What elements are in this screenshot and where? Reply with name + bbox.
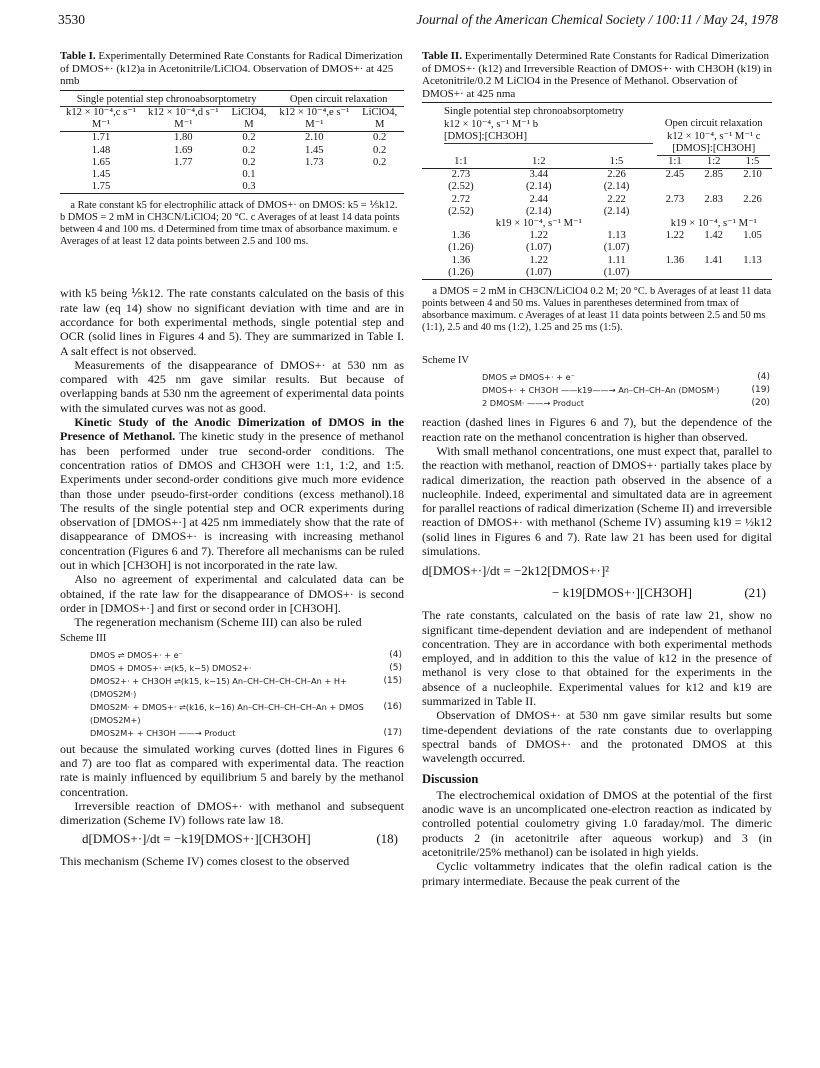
table2-caption-text: Experimentally Determined Rate Constants for Radical Dimerization of DMOS+· (k12) and Irreversible Reaction of DMOS+· with CH3OH (k19) in Acetonitrile/0.2 M LiClO4 in the Presence of Methanol. Observation of DMOS+· at 425 nma [422, 50, 772, 100]
table2-k19-label: k19 × 10⁻⁴, s⁻¹ M⁻¹ [670, 218, 757, 229]
table-row [422, 206, 772, 218]
scheme-equation-text: DMOS + DMOS+· ⇌(k5, k−5) DMOS2+· [90, 662, 252, 673]
section-heading-discussion: Discussion [422, 771, 479, 786]
table-row [422, 169, 772, 182]
table-cell: (2.14) [603, 205, 630, 217]
scheme-equation [90, 700, 404, 713]
table-cell: 2.44 [529, 193, 549, 205]
journal-title: Journal of the American Chemical Society / 100:11 / May 24, 1978 [416, 12, 778, 27]
table1-col-header: LiClO4, M [362, 106, 398, 131]
table1-caption-text: Experimentally Determined Rate Constants for Radical Dimerization of DMOS+· (k12)a in Acetonitrile/LiClO4. Observation of DMOS+· at 425 nmb [60, 50, 403, 88]
table-cell [694, 242, 733, 254]
equation-21-number: (21) [744, 585, 766, 601]
table2-footnote: a DMOS = 2 mM in CH3CN/LiClO4 0.2 M; 20 °C. b Averages of at least 11 data points between 4 and 50 ms. Values in parentheses determined from tmax of absorbance maximum. c Averages of at least 11 data points between 2.5 and 50 ms (1:1), 2.5 and 40 ms (1:2), 1.25 and 25 ms (1:5). [422, 286, 772, 334]
table-cell: (2.52) [448, 205, 474, 217]
table-cell: 1.48 [91, 144, 111, 156]
scheme-equation [482, 383, 772, 396]
table2-group-ratio: [DMOS]:[CH3OH] [657, 143, 770, 156]
table-cell: 2.10 [743, 169, 762, 181]
table1-col-header: k12 × 10⁻⁴,d s⁻¹ M⁻¹ [148, 106, 219, 131]
table-cell: 1.71 [91, 132, 111, 144]
table-cell: (2.14) [525, 181, 552, 193]
scheme-equation [90, 687, 404, 700]
table-cell: 0.2 [242, 144, 256, 156]
table-cell: 3.44 [529, 169, 549, 181]
table-cell: 0.2 [242, 156, 256, 168]
body-paragraph: with k5 being ⅕k12. The rate constants calculated on the basis of this rate law (eq 14) show no significant deviation with time and are in accordance for both experimental methods, single potential step and OCR (solid lines in Figures 4 and 5). They are summarized in Table I. A salt effect is not observed. [60, 286, 404, 358]
table2-group-k: k12 × 10⁻⁴, s⁻¹ M⁻¹ c [667, 130, 761, 142]
scheme-equation [90, 648, 404, 661]
table-cell [273, 169, 355, 181]
table-cell: (1.07) [603, 242, 630, 254]
scheme-equation-number: (19) [751, 385, 770, 396]
table-row [422, 242, 772, 254]
table-row [60, 181, 404, 194]
scheme-equation-number: (4) [389, 649, 402, 660]
table2-caption-label: Table II. [422, 50, 462, 62]
body-paragraph: The rate constants, calculated on the basis of rate law 21, show no significant time-dependent deviation and are independent of methanol concentration. They are in accordance with both experimental methods employed, and in addition to this the value of k12 in the presence of methanol is very close to that obtained for the experiments in the absence of a nucleophile. Experimental values for k12 and k19 are summarized in Table II. [422, 608, 772, 709]
table2-body [422, 169, 772, 280]
table-cell: 1.65 [91, 156, 111, 168]
table1-caption [60, 50, 404, 88]
table2 [422, 102, 772, 280]
table2-ratio-header: 1:1 [454, 155, 468, 167]
table-row [422, 267, 772, 280]
table-row [60, 169, 404, 181]
table-cell [655, 206, 694, 218]
table-cell: 1.42 [704, 230, 723, 242]
table-cell [655, 242, 694, 254]
table2-group-header-sps [422, 103, 655, 156]
table-cell: 1.36 [451, 254, 471, 266]
table-cell: 2.22 [607, 193, 626, 205]
table-cell: 2.83 [704, 193, 723, 205]
table-cell: 2.72 [451, 193, 471, 205]
table-cell [733, 267, 772, 280]
scheme-equation [90, 674, 404, 687]
scheme-equation [90, 661, 404, 674]
scheme-equation-text: DMOS ⇌ DMOS+· + e⁻ [90, 649, 183, 660]
scheme-equation-text: DMOS+· + CH3OH ——k19——→ An–CH–CH–An (DMOSM·) [482, 385, 720, 396]
table2-group-header-ocr [655, 103, 772, 156]
scheme-equation-number: (4) [757, 372, 770, 383]
scheme-equation [482, 396, 772, 409]
table-cell: 1.36 [665, 254, 685, 266]
table1-body [60, 132, 404, 194]
equation-18 [60, 832, 404, 850]
table-cell: 1.22 [529, 230, 549, 242]
scheme3 [60, 648, 404, 739]
table-cell: 1.11 [607, 254, 626, 266]
table-cell: (2.14) [525, 205, 552, 217]
body-paragraph: reaction (dashed lines in Figures 6 and 7), but the dependence of the reaction rate on the methanol concentration is higher than observed. [422, 415, 772, 444]
equation-21-line-2 [422, 586, 772, 604]
table-cell [142, 181, 225, 194]
body-paragraph: Cyclic voltammetry indicates that the olefin radical cation is the primary intermediate. Because the peak current of the [422, 859, 772, 888]
scheme-equation-text: DMOS2M+ + CH3OH ——→ Product [90, 727, 236, 738]
table-cell [733, 206, 772, 218]
table-cell: 2.10 [305, 132, 324, 144]
table2-group-ratio: [DMOS]:[CH3OH] [444, 131, 653, 144]
table1-group-header-ocr: Open circuit relaxation [273, 90, 404, 106]
table-cell [733, 242, 772, 254]
table-cell: 2.73 [451, 169, 471, 181]
table-cell [273, 181, 355, 194]
equation-18-body: d[DMOS+·]/dt = −k19[DMOS+·][CH3OH] [82, 830, 311, 846]
scheme-equation-number: (15) [383, 675, 402, 686]
table-cell: (1.26) [448, 266, 474, 278]
table-cell [694, 267, 733, 280]
scheme-equation-number: (17) [383, 727, 402, 738]
scheme4-title: Scheme IV [422, 355, 469, 367]
left-column [60, 50, 404, 868]
equation-21-line-1 [422, 564, 772, 582]
equation-21-body-cont: − k19[DMOS+·][CH3OH] [552, 585, 692, 601]
table-cell: 0.2 [373, 144, 387, 156]
body-paragraph: The regeneration mechanism (Scheme III) can also be ruled [74, 615, 362, 630]
table-row [60, 132, 404, 145]
body-paragraph: With small methanol concentrations, one must expect that, parallel to the reaction with methanol, reaction of DMOS+· partially takes place by radical dimerization, the reaction path observed in the absence of a nucleophile. Indeed, experimental and simultated data are in agreement for parallel reactions of radical dimerization (Scheme II) and irreversible reaction of DMOS+· with methanol (Scheme IV) assuming k19 = ½k12 (solid lines in Figures 6 and 7). Rate law 21 has been used for digital simulations. [422, 443, 772, 558]
table-cell: 1.13 [607, 230, 626, 242]
table1 [60, 90, 404, 195]
table1-col-header: k12 × 10⁻⁴,c s⁻¹ M⁻¹ [66, 106, 136, 131]
table-cell [694, 181, 733, 193]
table2-ratio-header: 1:5 [609, 155, 624, 167]
table2-group-k: k12 × 10⁻⁴, s⁻¹ M⁻¹ b [444, 118, 539, 130]
table1-col-header: LiClO4, M [231, 106, 267, 131]
table-cell [733, 181, 772, 193]
table-row [422, 255, 772, 267]
table-cell: 1.36 [451, 230, 471, 242]
table-cell: 1.22 [529, 254, 549, 266]
table2-k19-label: k19 × 10⁻⁴, s⁻¹ M⁻¹ [495, 218, 582, 229]
table-row [60, 145, 404, 157]
body-paragraph: out because the simulated working curves (dotted lines in Figures 6 and 7) are too flat as compared with experimental data. The reaction rate is mainly influenced by equilibrium 5 and barely by the methanol concentration. [60, 741, 404, 799]
table-cell: (1.07) [603, 266, 630, 278]
table-cell: 1.05 [743, 230, 762, 242]
table-cell: 1.77 [174, 156, 193, 168]
body-paragraph [60, 415, 404, 572]
table-cell: 0.3 [242, 181, 256, 193]
table-cell: 1.45 [91, 169, 111, 180]
body-paragraph: This mechanism (Scheme IV) comes closest to the observed [60, 853, 350, 868]
scheme3-title: Scheme III [60, 632, 107, 644]
table-cell: 2.26 [743, 193, 762, 205]
table-row [422, 218, 772, 230]
table-row [422, 230, 772, 242]
table-cell: 1.80 [174, 132, 193, 144]
table-cell [355, 169, 404, 181]
table-cell: 2.45 [665, 169, 685, 181]
scheme-equation [90, 713, 404, 726]
page-number: 3530 [58, 12, 85, 27]
scheme-equation-text: DMOS2+· + CH3OH ⇌(k15, k−15) An–CH–CH–CH–CH–An + H+ [90, 675, 347, 686]
table1-col-header: k12 × 10⁻⁴,e s⁻¹ M⁻¹ [279, 106, 350, 131]
table2-ratio-header: 1:1 [668, 155, 682, 167]
body-paragraph: Observation of DMOS+· at 530 nm gave similar results but some time-dependent deviations of the rate constants due to overlapping spectral bands of DMOS+· and the protonated DMOS at this wavelength occurred. [422, 708, 772, 766]
scheme-equation [90, 726, 404, 739]
body-paragraph: Also no agreement of experimental and calculated data can be obtained, if the rate law for the disappearance of DMOS+· is second order in [DMOS+·] and first or second order in [CH3OH]. [60, 572, 404, 615]
scheme-equation-text: 2 DMOSM· ——→ Product [482, 398, 585, 409]
table-cell: (2.52) [448, 181, 474, 193]
scheme-equation-text: (DMOS2M·) [90, 688, 137, 699]
table-cell: 1.69 [174, 144, 193, 156]
body-paragraph: Measurements of the disappearance of DMOS+· at 530 nm as compared with 425 nm gave similar results. But because of overlapping bands at 530 nm the agreement of experimental data points with the simulated curves was not as good. [60, 357, 404, 415]
equation-18-number: (18) [376, 830, 398, 846]
table-cell: (2.14) [603, 181, 630, 193]
table-cell [694, 206, 733, 218]
table-cell: 1.41 [704, 254, 723, 266]
table-cell [355, 181, 404, 194]
scheme-equation-number: (20) [751, 398, 770, 409]
table-cell: 1.73 [305, 156, 324, 168]
table1-caption-label: Table I. [60, 50, 96, 62]
table-row [422, 194, 772, 206]
table-row [60, 157, 404, 169]
scheme-equation-text: DMOS2M· + DMOS+· ⇌(k16, k−16) An–CH–CH–CH–CH–An + DMOS [90, 701, 364, 712]
table-cell: 2.26 [607, 169, 626, 181]
table-cell: 1.75 [91, 181, 111, 193]
table-cell [655, 181, 694, 193]
paragraph-text: The kinetic study in the presence of methanol has been performed under true second-order conditions. The concentration ratios of DMOS and CH3OH were 1:1, 1:2, and 1:5. Experiments under second-order conditions give much more evidence than those under pseudo-first-order conditions (excess methanol).18 The results of the single potential step and OCR experiments during observation of [DMOS+·] at 425 nm immediately show that the rate of disappearance of DMOS+· is increasing with increasing methanol concentration (Figures 6 and 7). Therefore all mechanisms can be ruled out in which [CH3OH] is not incorporated in the rate law. [60, 429, 404, 573]
right-column [422, 50, 772, 888]
scheme4 [422, 370, 772, 409]
table-cell: 0.1 [242, 169, 256, 180]
table-cell: 0.2 [373, 156, 387, 168]
scheme-equation-number: (5) [389, 662, 402, 673]
section-run-in-head: Kinetic Study of the Anodic Dimerization of DMOS in the Presence of Methanol. [60, 415, 404, 444]
table-cell [142, 169, 225, 181]
scheme-equation-text: DMOS ⇌ DMOS+· + e⁻ [482, 372, 575, 383]
table2-ratio-header: 1:2 [706, 155, 721, 167]
equation-21-body: d[DMOS+·]/dt = −2k12[DMOS+·]² [422, 563, 610, 579]
body-paragraph: Irreversible reaction of DMOS+· with methanol and subsequent dimerization (Scheme IV) follows rate law 18. [60, 799, 404, 828]
scheme-equation [482, 370, 772, 383]
table-cell: (1.07) [525, 242, 552, 254]
table-cell: 0.2 [242, 132, 256, 144]
scheme-equation-text: (DMOS2M+) [90, 714, 141, 725]
table-cell: 0.2 [373, 132, 387, 144]
table1-group-header-sps: Single potential step chronoabsorptometry [60, 90, 273, 106]
table2-ratio-header: 1:2 [531, 155, 546, 167]
table-cell [655, 267, 694, 280]
table-cell: (1.26) [448, 242, 474, 254]
table-cell: 1.22 [665, 230, 685, 242]
body-paragraph: The electrochemical oxidation of DMOS at the potential of the first anodic wave is an uncomplicated one-electron reaction as indicated by controlled potential coulometry giving 1.0 faraday/mol. The dimeric products 2 (in acetonitrile after aqueous workup) and 3 (in acetonitrile/25% methanol) can be isolated in high yields. [422, 787, 772, 860]
table-row [422, 181, 772, 193]
table1-footnote: a Rate constant k5 for electrophilic attack of DMOS+· on DMOS: k5 = ⅕k12. b DMOS = 2 mM in CH3CN/LiClO4; 20 °C. c Averages of at least 14 data points between 4 and 100 ms. d Determined from time tmax of absorbance maximum. e Averages of at least 12 data points between 2.5 and 100 ms. [60, 200, 400, 248]
table-cell: (1.07) [525, 266, 552, 278]
table2-caption [422, 50, 772, 100]
scheme-equation-number: (16) [383, 701, 402, 712]
table-cell: 1.13 [743, 254, 762, 266]
table2-group-title: Open circuit relaxation [664, 118, 763, 130]
table2-ratio-header: 1:5 [745, 155, 760, 167]
table-cell: 1.45 [305, 144, 324, 156]
table-cell: 2.85 [704, 169, 723, 181]
table-cell: 2.73 [665, 193, 685, 205]
table2-group-title: Single potential step chronoabsorptometry [444, 106, 624, 118]
